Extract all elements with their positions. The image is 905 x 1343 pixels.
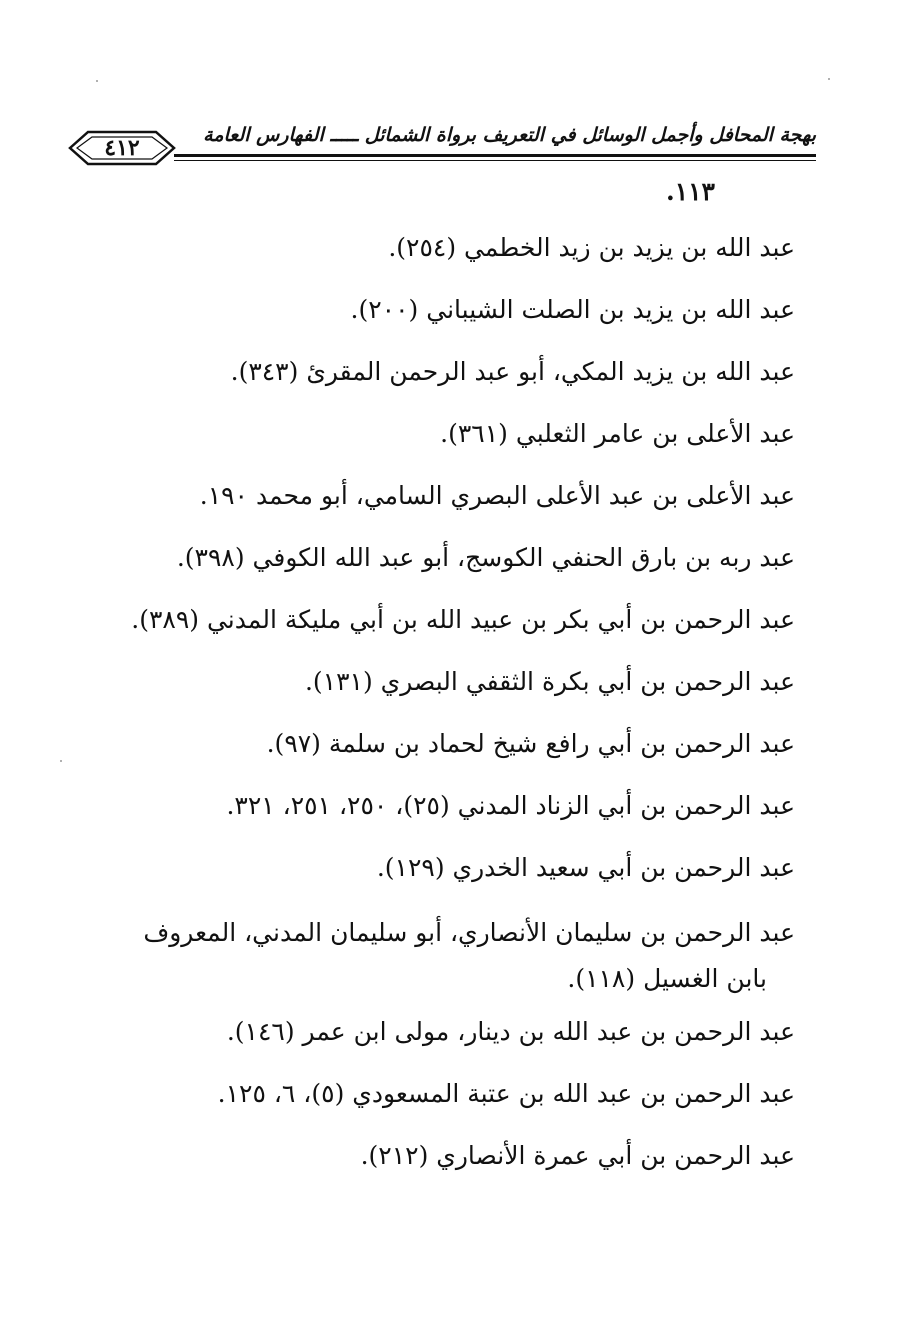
- index-entry: عبد الرحمن بن عبد الله بن عتبة المسعودي (٥)، ٦، ١٢٥.: [217, 1079, 795, 1108]
- index-entry: عبد الرحمن بن أبي بكرة الثقفي البصري (١٣١).: [304, 667, 795, 696]
- index-entry: عبد الرحمن بن أبي عمرة الأنصاري (٢١٢).: [360, 1141, 795, 1170]
- running-header: [66, 118, 816, 166]
- index-entry: عبد الله بن يزيد المكي، أبو عبد الرحمن المقرئ (٣٤٣).: [230, 357, 795, 386]
- index-entry: عبد الرحمن بن عبد الله بن دينار، مولى ابن عمر (١٤٦).: [226, 1017, 795, 1046]
- index-entry: عبد الأعلى بن عبد الأعلى البصري السامي، أبو محمد ١٩٠.: [199, 481, 795, 510]
- scan-speck: [60, 760, 62, 762]
- index-entry: عبد ربه بن بارق الحنفي الكوسج، أبو عبد الله الكوفي (٣٩٨).: [176, 543, 795, 572]
- index-entry: عبد الرحمن بن أبي بكر بن عبيد الله بن أبي مليكة المدني (٣٨٩).: [131, 605, 795, 634]
- page-number: ٤١٢: [104, 135, 140, 161]
- wrapped-entry-line-2: بابن الغسيل (١١٨).: [567, 964, 767, 993]
- scan-speck: [828, 78, 830, 80]
- index-entry: عبد الله بن يزيد بن الصلت الشيباني (٢٠٠).: [350, 295, 795, 324]
- index-entry: عبد الرحمن بن أبي رافع شيخ لحماد بن سلمة (٩٧).: [266, 729, 795, 758]
- index-entry: عبد الرحمن بن أبي الزناد المدني (٢٥)، ٢٥٠، ٢٥١، ٣٢١.: [226, 791, 795, 820]
- header-rule-thin: [174, 160, 816, 161]
- index-content: [105, 170, 795, 1198]
- index-entry-wrapped: [105, 910, 795, 1002]
- index-entry: عبد الرحمن بن أبي سعيد الخدري (١٢٩).: [376, 853, 795, 882]
- wrapped-entry-line-1: عبد الرحمن بن سليمان الأنصاري، أبو سليمان المدني، المعروف: [143, 918, 795, 947]
- index-entry: عبد الله بن يزيد بن زيد الخطمي (٢٥٤).: [388, 233, 795, 262]
- index-entry: عبد الأعلى بن عامر الثعلبي (٣٦١).: [440, 419, 795, 448]
- scan-speck: [96, 80, 98, 82]
- header-rule: [174, 154, 816, 157]
- section-number: ١١٣.: [665, 177, 715, 206]
- running-header-title: بهجة المحافل وأجمل الوسائل في التعريف برواة الشمائل ـــــ الفهارس العامة: [203, 124, 816, 146]
- page-number-frame: [66, 128, 178, 168]
